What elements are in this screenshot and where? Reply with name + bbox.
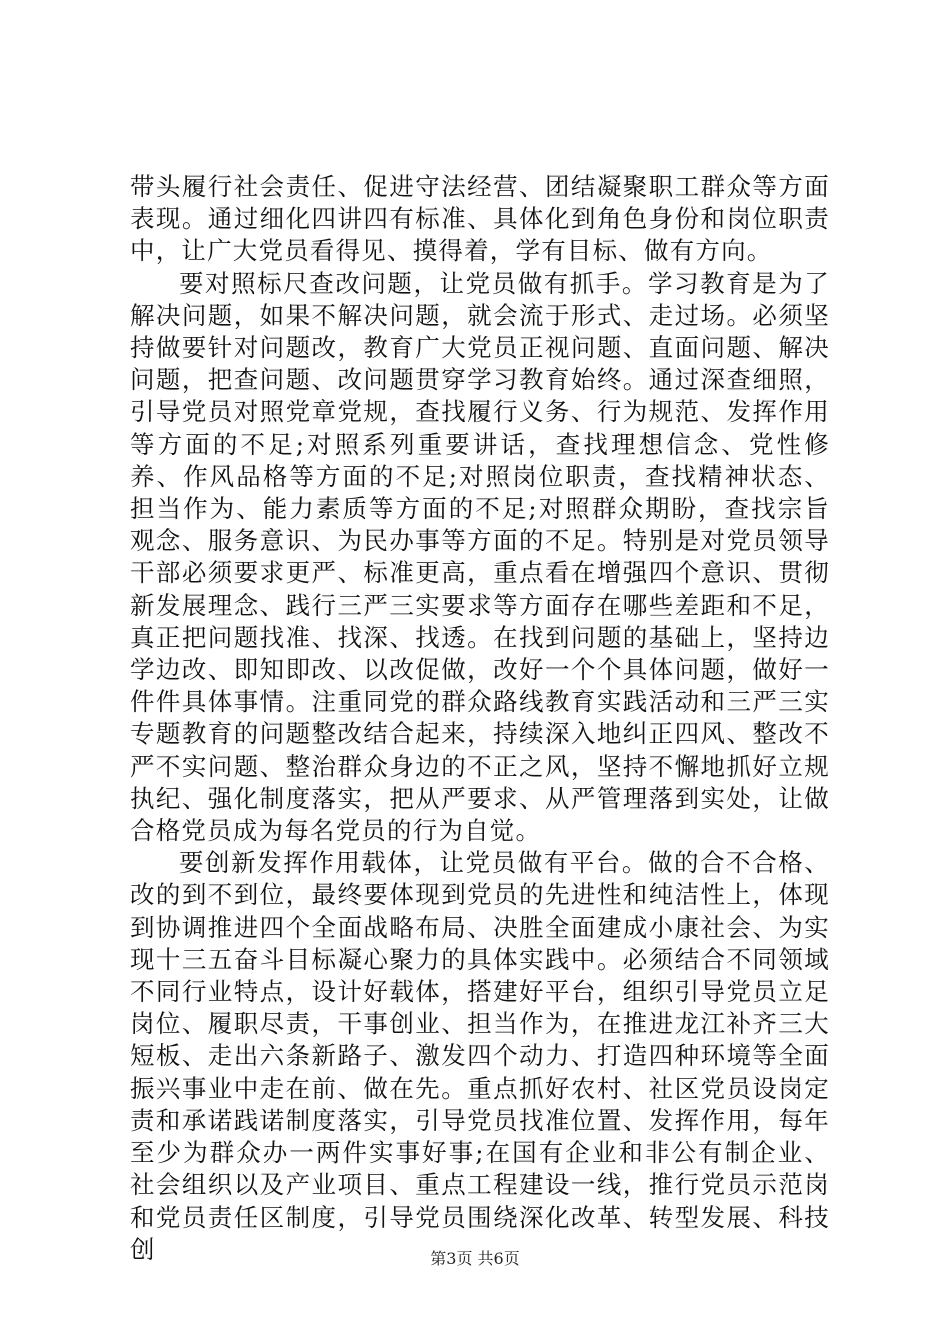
paragraph-continuation: 带头履行社会责任、促进守法经营、团结凝聚职工群众等方面表现。通过细化四讲四有标准、具体化到角色身份和岗位职责中，让广大党员看得见、摸得着，学有目标、做有方向。 [130,172,830,266]
paragraph-innovate-carriers: 要创新发挥作用载体，让党员做有平台。做的合不合格、改的到不到位，最终要体现到党员的先进性和纯洁性上，体现到协调推进四个全面战略布局、决胜全面建成小康社会、为实现十三五奋斗目标凝心聚力的具体实践中。必须结合不同领域不同行业特点，设计好载体，搭建好平台，组织引导党员立足岗位、履职尽责，干事创业、担当作为，在推进龙江补齐三大短板、走出六条新路子、激发四个动力、打造四种环境等全面振兴事业中走在前、做在先。重点抓好农村、社区党员设岗定责和承诺践诺制度落实，引导党员找准位置、发挥作用，每年至少为群众办一两件实事好事;在国有企业和非公有制企业、社会组织以及产业项目、重点工程建设一线，推行党员示范岗和党员责任区制度，引导党员围绕深化改革、转型发展、科技创 [130,848,830,1264]
paragraph-check-and-fix-problems: 要对照标尺查改问题，让党员做有抓手。学习教育是为了解决问题，如果不解决问题，就会流于形式、走过场。必须坚持做要针对问题改，教育广大党员正视问题、直面问题、解决问题，把查问题、改问题贯穿学习教育始终。通过深查细照，引导党员对照党章党规，查找履行义务、行为规范、发挥作用等方面的不足;对照系列重要讲话，查找理想信念、党性修养、作风品格等方面的不足;对照岗位职责，查找精神状态、担当作为、能力素质等方面的不足;对照群众期盼，查找宗旨观念、服务意识、为民办事等方面的不足。特别是对党员领导干部必须要求更严、标准更高，重点看在增强四个意识、贯彻新发展理念、践行三严三实要求等方面存在哪些差距和不足，真正把问题找准、找深、找透。在找到问题的基础上，坚持边学边改、即知即改、以改促做，改好一个个具体问题，做好一件件具体事情。注重同党的群众路线教育实践活动和三严三实专题教育的问题整改结合起来，持续深入地纠正四风、整改不严不实问题、整治群众身边的不正之风，坚持不懈地抓好立规执纪、强化制度落实，把从严要求、从严管理落到实处，让做合格党员成为每名党员的行为自觉。 [130,268,830,846]
page-footer: 第3页 共6页 [430,1249,520,1268]
document-body [130,171,830,1266]
